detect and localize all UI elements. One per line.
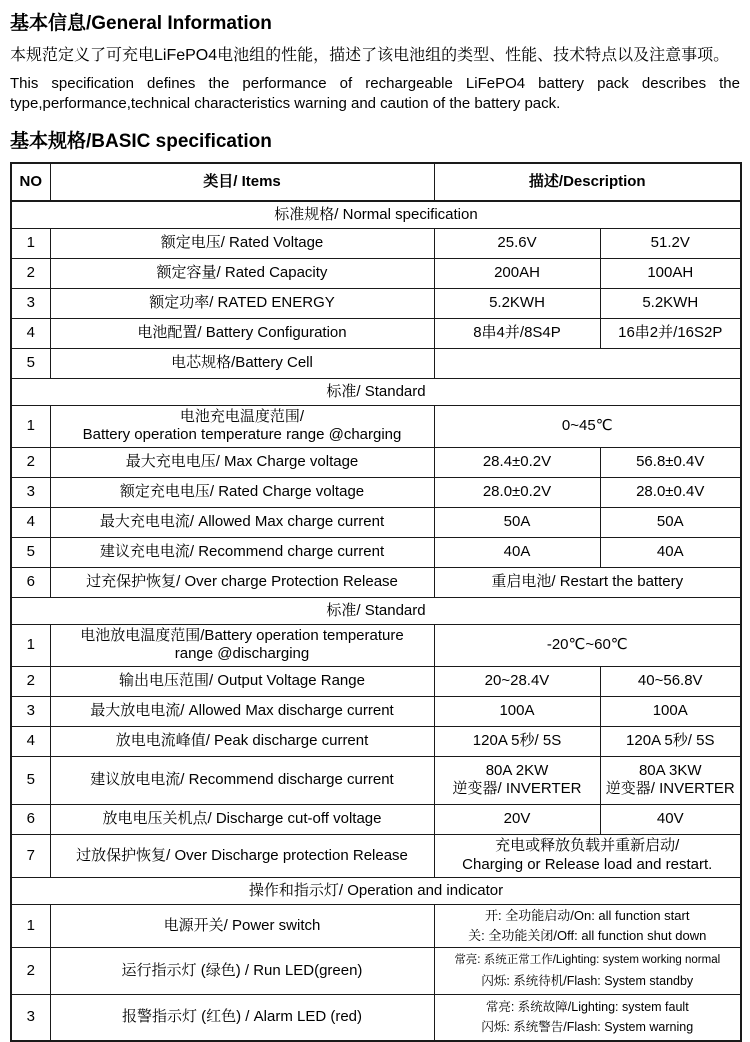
table-row bbox=[11, 447, 741, 477]
cell-no: 2 bbox=[11, 447, 50, 477]
table-row bbox=[11, 804, 741, 834]
cell-item: 电源开关/ Power switch bbox=[50, 904, 434, 947]
cell-item-line1: 电池放电温度范围/Battery operation temperature bbox=[80, 626, 404, 644]
cell-no: 1 bbox=[11, 228, 50, 258]
cell-item: 放电电压关机点/ Discharge cut-off voltage bbox=[50, 804, 434, 834]
cell-desc-2: 16串2并/16S2P bbox=[600, 318, 741, 348]
cell-no: 5 bbox=[11, 537, 50, 567]
cell-desc-2: 56.8±0.4V bbox=[600, 447, 741, 477]
cell-item: 最大放电电流/ Allowed Max discharge current bbox=[50, 696, 434, 726]
cell-item: 最大充电电压/ Max Charge voltage bbox=[50, 447, 434, 477]
table-row bbox=[11, 995, 741, 1041]
cell-desc-line2: Charging or Release load and restart. bbox=[462, 855, 713, 873]
section-header-standard-discharge bbox=[11, 597, 741, 624]
table-row bbox=[11, 318, 741, 348]
cell-desc-merged bbox=[434, 904, 741, 947]
table-row bbox=[11, 228, 741, 258]
cell-desc-1: 25.6V bbox=[434, 228, 600, 258]
cell-desc-1: 200AH bbox=[434, 258, 600, 288]
cell-item-line2: Battery operation temperature range @charging bbox=[82, 426, 402, 444]
table-row bbox=[11, 624, 741, 666]
cell-desc-2: 50A bbox=[600, 507, 741, 537]
cell-item: 过充保护恢复/ Over charge Protection Release bbox=[50, 567, 434, 597]
cell-item: 建议充电电流/ Recommend charge current bbox=[50, 537, 434, 567]
cell-desc-1: 20V bbox=[434, 804, 600, 834]
cell-desc-line2: 逆变器/ INVERTER bbox=[605, 780, 735, 798]
cell-no: 4 bbox=[11, 507, 50, 537]
cell-desc-1: 20~28.4V bbox=[434, 666, 600, 696]
cell-desc-2: 120A 5秒/ 5S bbox=[600, 726, 741, 756]
table-row bbox=[11, 696, 741, 726]
intro-paragraph-en bbox=[10, 74, 740, 114]
cell-desc-line2: 闪烁: 系统警告/Flash: System warning bbox=[481, 1020, 694, 1035]
cell-desc-2: 5.2KWH bbox=[600, 288, 741, 318]
cell-desc-merged: 0~45℃ bbox=[434, 405, 741, 447]
cell-item: 运行指示灯 (绿色) / Run LED(green) bbox=[50, 948, 434, 995]
table-row bbox=[11, 567, 741, 597]
cell-item: 额定功率/ RATED ENERGY bbox=[50, 288, 434, 318]
cell-item: 最大充电电流/ Allowed Max charge current bbox=[50, 507, 434, 537]
section-title: 标准/ Standard bbox=[11, 597, 741, 624]
cell-item: 额定电压/ Rated Voltage bbox=[50, 228, 434, 258]
cell-no: 3 bbox=[11, 288, 50, 318]
cell-desc-1: 100A bbox=[434, 696, 600, 726]
cell-desc-2: 100A bbox=[600, 696, 741, 726]
cell-item-line2: range @discharging bbox=[174, 645, 310, 663]
cell-item: 放电电流峰值/ Peak discharge current bbox=[50, 726, 434, 756]
cell-desc-line1: 常亮: 系统故障/Lighting: system fault bbox=[485, 1000, 689, 1015]
cell-desc-merged bbox=[434, 834, 741, 877]
cell-desc-merged bbox=[434, 348, 741, 378]
cell-desc-1 bbox=[434, 756, 600, 804]
cell-item: 输出电压范围/ Output Voltage Range bbox=[50, 666, 434, 696]
intro-paragraph-en-line2: type,performance,technical characteristics warning and caution of the battery pack. bbox=[10, 94, 561, 112]
spec-table bbox=[10, 162, 742, 1041]
cell-desc-line2: 关: 全功能关闭/Off: all function shut down bbox=[468, 928, 707, 944]
cell-desc-2: 40~56.8V bbox=[600, 666, 741, 696]
cell-desc-2 bbox=[600, 756, 741, 804]
table-row bbox=[11, 834, 741, 877]
cell-no: 7 bbox=[11, 834, 50, 877]
section-title: 操作和指示灯/ Operation and indicator bbox=[11, 877, 741, 904]
cell-desc-merged: 重启电池/ Restart the battery bbox=[434, 567, 741, 597]
cell-no: 2 bbox=[11, 666, 50, 696]
cell-no: 2 bbox=[11, 948, 50, 995]
cell-desc-2: 40A bbox=[600, 537, 741, 567]
cell-desc-2: 100AH bbox=[600, 258, 741, 288]
section-title: 标准规格/ Normal specification bbox=[11, 201, 741, 228]
header-items: 类目/ Items bbox=[50, 163, 434, 201]
section-header-normal-specification bbox=[11, 201, 741, 228]
cell-desc-1: 8串4并/8S4P bbox=[434, 318, 600, 348]
cell-desc-1: 40A bbox=[434, 537, 600, 567]
table-row bbox=[11, 726, 741, 756]
cell-desc-line1: 充电或释放负载并重新启动/ bbox=[495, 837, 680, 855]
table-row bbox=[11, 405, 741, 447]
table-row bbox=[11, 258, 741, 288]
cell-desc-1: 28.4±0.2V bbox=[434, 447, 600, 477]
cell-no: 5 bbox=[11, 756, 50, 804]
cell-item bbox=[50, 624, 434, 666]
cell-desc-1: 28.0±0.2V bbox=[434, 477, 600, 507]
table-header-row bbox=[11, 163, 741, 201]
cell-desc-merged: -20℃~60℃ bbox=[434, 624, 741, 666]
cell-no: 3 bbox=[11, 995, 50, 1041]
table-row bbox=[11, 756, 741, 804]
cell-item-line1: 电池充电温度范围/ bbox=[179, 407, 305, 425]
cell-desc-line2: 逆变器/ INVERTER bbox=[452, 780, 582, 798]
cell-item: 电芯规格/Battery Cell bbox=[50, 348, 434, 378]
basic-specification-heading: 基本规格/BASIC specification bbox=[10, 131, 272, 153]
cell-desc-2: 51.2V bbox=[600, 228, 741, 258]
section-header-operation-indicator bbox=[11, 877, 741, 904]
header-description: 描述/Description bbox=[434, 163, 741, 201]
header-no: NO bbox=[11, 163, 50, 201]
section-header-standard-charge bbox=[11, 378, 741, 405]
cell-desc-merged bbox=[434, 948, 741, 995]
cell-no: 1 bbox=[11, 904, 50, 947]
cell-no: 2 bbox=[11, 258, 50, 288]
cell-desc-1: 5.2KWH bbox=[434, 288, 600, 318]
cell-desc-line1: 常亮: 系统正常工作/Lighting: system working normal bbox=[454, 954, 721, 967]
cell-desc-2: 28.0±0.4V bbox=[600, 477, 741, 507]
cell-no: 3 bbox=[11, 696, 50, 726]
cell-item: 过放保护恢复/ Over Discharge protection Release bbox=[50, 834, 434, 877]
intro-paragraph-zh: 本规范定义了可充电LiFePO4电池组的性能，描述了该电池组的类型、性能、技术特点以及注意事项。 bbox=[10, 47, 730, 64]
general-information-heading: 基本信息/General Information bbox=[10, 13, 272, 34]
cell-desc-line1: 80A 3KW bbox=[638, 761, 702, 779]
cell-desc-line1: 开: 全功能启动/On: all function start bbox=[485, 907, 690, 923]
cell-no: 1 bbox=[11, 624, 50, 666]
table-row bbox=[11, 348, 741, 378]
table-row bbox=[11, 507, 741, 537]
cell-no: 5 bbox=[11, 348, 50, 378]
section-title: 标准/ Standard bbox=[11, 378, 741, 405]
cell-desc-2: 40V bbox=[600, 804, 741, 834]
table-row bbox=[11, 477, 741, 507]
cell-no: 4 bbox=[11, 726, 50, 756]
cell-desc-merged bbox=[434, 995, 741, 1041]
table-row bbox=[11, 904, 741, 947]
cell-item: 建议放电电流/ Recommend discharge current bbox=[50, 756, 434, 804]
cell-no: 6 bbox=[11, 567, 50, 597]
intro-paragraph-en-line1: This specification defines the performance of rechargeable LiFePO4 battery pack describes the bbox=[10, 74, 740, 92]
cell-item: 额定容量/ Rated Capacity bbox=[50, 258, 434, 288]
cell-no: 1 bbox=[11, 405, 50, 447]
cell-item: 额定充电电压/ Rated Charge voltage bbox=[50, 477, 434, 507]
cell-item bbox=[50, 405, 434, 447]
cell-no: 6 bbox=[11, 804, 50, 834]
cell-desc-line2: 闪烁: 系统待机/Flash: System standby bbox=[481, 973, 694, 988]
cell-no: 3 bbox=[11, 477, 50, 507]
cell-no: 4 bbox=[11, 318, 50, 348]
cell-item: 报警指示灯 (红色) / Alarm LED (red) bbox=[50, 995, 434, 1041]
cell-item: 电池配置/ Battery Configuration bbox=[50, 318, 434, 348]
table-row bbox=[11, 948, 741, 995]
table-row bbox=[11, 288, 741, 318]
cell-desc-1: 120A 5秒/ 5S bbox=[434, 726, 600, 756]
cell-desc-1: 50A bbox=[434, 507, 600, 537]
table-row bbox=[11, 666, 741, 696]
table-row bbox=[11, 537, 741, 567]
cell-desc-line1: 80A 2KW bbox=[485, 761, 549, 779]
